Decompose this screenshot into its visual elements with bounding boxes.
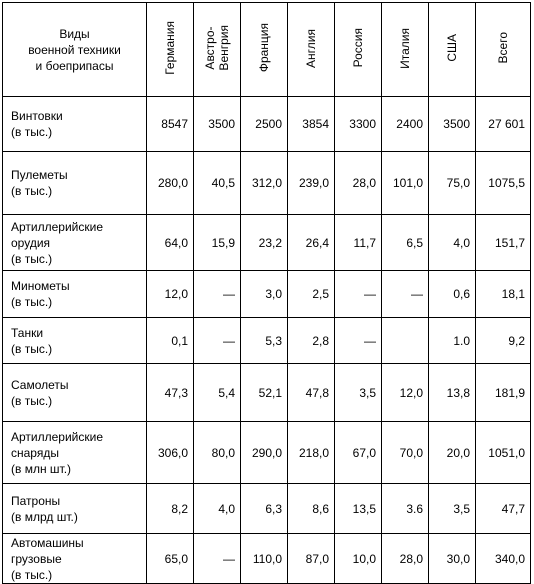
table-cell: — xyxy=(194,271,241,318)
table-cell: — xyxy=(194,534,241,584)
table-cell: 65,0 xyxy=(147,534,194,584)
table-cell: — xyxy=(382,271,429,318)
table-cell: 15,9 xyxy=(194,215,241,271)
table-cell xyxy=(382,318,429,364)
table-row xyxy=(3,152,531,215)
table-cell: 20,0 xyxy=(429,422,476,484)
table-cell: 5,4 xyxy=(194,364,241,422)
table-cell: 110,0 xyxy=(241,534,288,584)
table-cell: 8,2 xyxy=(147,484,194,534)
table-cell: 0,1 xyxy=(147,318,194,364)
row-label: Самолеты (в тыс.) xyxy=(3,364,147,422)
table-cell: 87,0 xyxy=(288,534,335,584)
table-cell: 12,0 xyxy=(147,271,194,318)
category-header-line-1: Виды xyxy=(59,26,90,41)
table-cell: 312,0 xyxy=(241,152,288,215)
table-cell: 27 601 xyxy=(476,97,531,152)
table-cell: 181,9 xyxy=(476,364,531,422)
table-cell: 4,0 xyxy=(429,215,476,271)
table-cell: — xyxy=(335,271,382,318)
table-row xyxy=(3,318,531,364)
column-header-england: Англия xyxy=(288,3,335,97)
table-cell: 23,2 xyxy=(241,215,288,271)
table-cell: — xyxy=(194,318,241,364)
table-row xyxy=(3,534,531,584)
table-cell: 3500 xyxy=(429,97,476,152)
row-label: Винтовки (в тыс.) xyxy=(3,97,147,152)
column-header-france: Франция xyxy=(241,3,288,97)
table-cell: 13,5 xyxy=(335,484,382,534)
table-cell: 5,3 xyxy=(241,318,288,364)
table-cell: 47,8 xyxy=(288,364,335,422)
row-label: Минометы (в тыс.) xyxy=(3,271,147,318)
table-cell: 306,0 xyxy=(147,422,194,484)
table-cell: 30,0 xyxy=(429,534,476,584)
table-cell: 8547 xyxy=(147,97,194,152)
table-cell: 52,1 xyxy=(241,364,288,422)
table-cell: 10,0 xyxy=(335,534,382,584)
column-header-russia: Россия xyxy=(335,3,382,97)
table-cell: 11,7 xyxy=(335,215,382,271)
table-cell: 67,0 xyxy=(335,422,382,484)
table-cell: 239,0 xyxy=(288,152,335,215)
table-row xyxy=(3,364,531,422)
column-header-germany: Германия xyxy=(147,3,194,97)
row-label: Артиллерийские орудия (в тыс.) xyxy=(3,215,147,271)
table-cell: 101,0 xyxy=(382,152,429,215)
row-label: Артиллерийские снаряды (в млн шт.) xyxy=(3,422,147,484)
table-cell: 13,8 xyxy=(429,364,476,422)
table-cell: 280,0 xyxy=(147,152,194,215)
table-cell: 47,7 xyxy=(476,484,531,534)
table-cell: 4,0 xyxy=(194,484,241,534)
column-header-total: Всего xyxy=(476,3,531,97)
table-cell: 64,0 xyxy=(147,215,194,271)
table-cell: 2400 xyxy=(382,97,429,152)
table-cell: 3,0 xyxy=(241,271,288,318)
table-cell: 75,0 xyxy=(429,152,476,215)
table-cell: — xyxy=(335,318,382,364)
table-cell: 47,3 xyxy=(147,364,194,422)
header-row xyxy=(3,3,531,97)
row-label: Танки (в тыс.) xyxy=(3,318,147,364)
table-cell: 18,1 xyxy=(476,271,531,318)
table-cell: 12,0 xyxy=(382,364,429,422)
category-header-line-2: военной техники xyxy=(28,42,121,57)
table-row xyxy=(3,97,531,152)
weapons-production-table xyxy=(2,2,531,584)
table-cell: 1.0 xyxy=(429,318,476,364)
table-row xyxy=(3,422,531,484)
table-cell: 40,5 xyxy=(194,152,241,215)
column-header-italy: Италия xyxy=(382,3,429,97)
table-cell: 8,6 xyxy=(288,484,335,534)
table-cell: 3854 xyxy=(288,97,335,152)
table-cell: 3,5 xyxy=(335,364,382,422)
table-cell: 3300 xyxy=(335,97,382,152)
table-cell: 3,5 xyxy=(429,484,476,534)
table-row xyxy=(3,215,531,271)
column-header-usa: США xyxy=(429,3,476,97)
table-cell: 0,6 xyxy=(429,271,476,318)
category-header-line-3: и боеприпасы xyxy=(35,58,114,73)
table-cell: 2,5 xyxy=(288,271,335,318)
row-label: Автомашины грузовые (в тыс.) xyxy=(3,534,147,584)
table-cell: 290,0 xyxy=(241,422,288,484)
table-cell: 1075,5 xyxy=(476,152,531,215)
table-row xyxy=(3,484,531,534)
table-cell: 2,8 xyxy=(288,318,335,364)
table-cell: 2500 xyxy=(241,97,288,152)
table-cell: 1051,0 xyxy=(476,422,531,484)
table-cell: 151,7 xyxy=(476,215,531,271)
table-cell: 6,5 xyxy=(382,215,429,271)
table-cell: 80,0 xyxy=(194,422,241,484)
table-cell: 218,0 xyxy=(288,422,335,484)
table-cell: 3500 xyxy=(194,97,241,152)
table-cell: 28,0 xyxy=(382,534,429,584)
category-header xyxy=(3,3,147,97)
table-cell: 26,4 xyxy=(288,215,335,271)
table-row xyxy=(3,271,531,318)
table-cell: 340,0 xyxy=(476,534,531,584)
table-cell: 70,0 xyxy=(382,422,429,484)
column-header-austria-hungary: Австро- Венгрия xyxy=(194,3,241,97)
row-label: Пулеметы (в тыс.) xyxy=(3,152,147,215)
row-label: Патроны (в млрд шт.) xyxy=(3,484,147,534)
table-cell: 28,0 xyxy=(335,152,382,215)
table-cell: 6,3 xyxy=(241,484,288,534)
table-cell: 3.6 xyxy=(382,484,429,534)
table-cell: 9,2 xyxy=(476,318,531,364)
